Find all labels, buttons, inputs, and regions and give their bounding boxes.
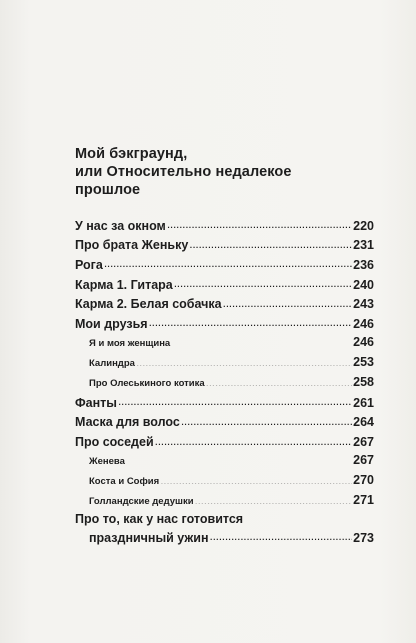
toc-subentry xyxy=(75,375,374,395)
toc-entry-title: Карма 2. Белая собачка xyxy=(75,297,222,312)
toc-entry xyxy=(75,414,374,434)
toc-subentry-title: Коста и София xyxy=(89,475,160,487)
dot-leader xyxy=(174,276,352,289)
toc-subentry-title: Голландские дедушки xyxy=(89,495,194,507)
heading-line-2: или Относительно недалекое xyxy=(75,164,292,180)
toc-subentry-title: Женева xyxy=(89,456,125,468)
dot-leader xyxy=(195,494,353,504)
toc-subentry xyxy=(75,453,374,473)
toc-entry-title: Фанты xyxy=(75,395,117,410)
toc-entry-title: Карма 1. Гитара xyxy=(75,277,173,292)
toc-entry xyxy=(75,296,374,316)
toc-subentry-title: Про Олеськиного котика xyxy=(89,377,205,389)
table-of-contents xyxy=(75,217,374,549)
toc-entry-title: Про брата Женьку xyxy=(75,238,189,253)
dot-leader xyxy=(118,394,352,407)
toc-entry-title: Мои друзья xyxy=(75,316,148,331)
toc-entry-title: Рога xyxy=(75,257,103,272)
toc-subentry xyxy=(75,355,374,375)
toc-subentry-title: Калиндра xyxy=(89,357,135,369)
dot-leader xyxy=(136,356,352,366)
toc-entry-page: 264 xyxy=(353,415,374,430)
dot-leader xyxy=(181,414,352,427)
dot-leader xyxy=(160,474,352,484)
toc-entry-title-line-2: праздничный ужин xyxy=(89,530,209,545)
toc-entry-title-line-1: Про то, как у нас готовится xyxy=(75,512,244,527)
toc-entry xyxy=(75,217,374,237)
toc-entry-page: 261 xyxy=(353,395,374,410)
dot-leader xyxy=(126,455,352,465)
heading-line-3: прошлое xyxy=(75,182,141,198)
toc-subentry xyxy=(75,493,374,513)
toc-entry-title: У нас за окном xyxy=(75,218,166,233)
toc-entry-page: 220 xyxy=(353,218,374,233)
dot-leader xyxy=(171,337,352,347)
dot-leader xyxy=(155,434,353,447)
toc-entry xyxy=(75,315,374,335)
toc-entry xyxy=(75,394,374,414)
dot-leader xyxy=(210,529,353,542)
toc-subentry xyxy=(75,473,374,493)
toc-entry-page: 231 xyxy=(353,238,374,253)
toc-entry xyxy=(75,256,374,276)
toc-entry-page: 236 xyxy=(353,257,374,272)
dot-leader xyxy=(167,217,352,230)
dot-leader xyxy=(149,315,353,328)
toc-entry xyxy=(75,434,374,454)
toc-entry-page: 243 xyxy=(353,297,374,312)
toc-subentry-page: 253 xyxy=(353,354,374,369)
toc-subentry xyxy=(75,335,374,355)
dot-leader xyxy=(223,296,353,309)
toc-entry-multiline-second xyxy=(75,529,374,549)
toc-entry-page: 240 xyxy=(353,277,374,292)
dot-leader xyxy=(206,376,352,386)
toc-entry-title: Про соседей xyxy=(75,435,154,450)
toc-entry-page: 246 xyxy=(353,316,374,331)
toc-entry-title: Маска для волос xyxy=(75,415,180,430)
toc-subentry-page: 270 xyxy=(353,472,374,487)
dot-leader xyxy=(104,256,352,269)
heading-line-1: Мой бэкграунд, xyxy=(75,146,188,162)
toc-entry xyxy=(75,237,374,257)
toc-subentry-page: 267 xyxy=(353,453,374,468)
toc-entry xyxy=(75,276,374,296)
dot-leader xyxy=(189,237,352,250)
toc-subentry-page: 271 xyxy=(353,492,374,507)
toc-entry-page: 273 xyxy=(353,530,374,545)
toc-subentry-title: Я и моя женщина xyxy=(89,338,171,350)
toc-entry-page: 267 xyxy=(353,435,374,450)
toc-subentry-page: 246 xyxy=(353,335,374,350)
section-heading xyxy=(75,145,375,199)
toc-subentry-page: 258 xyxy=(353,374,374,389)
toc-entry-multiline-first xyxy=(75,512,374,529)
